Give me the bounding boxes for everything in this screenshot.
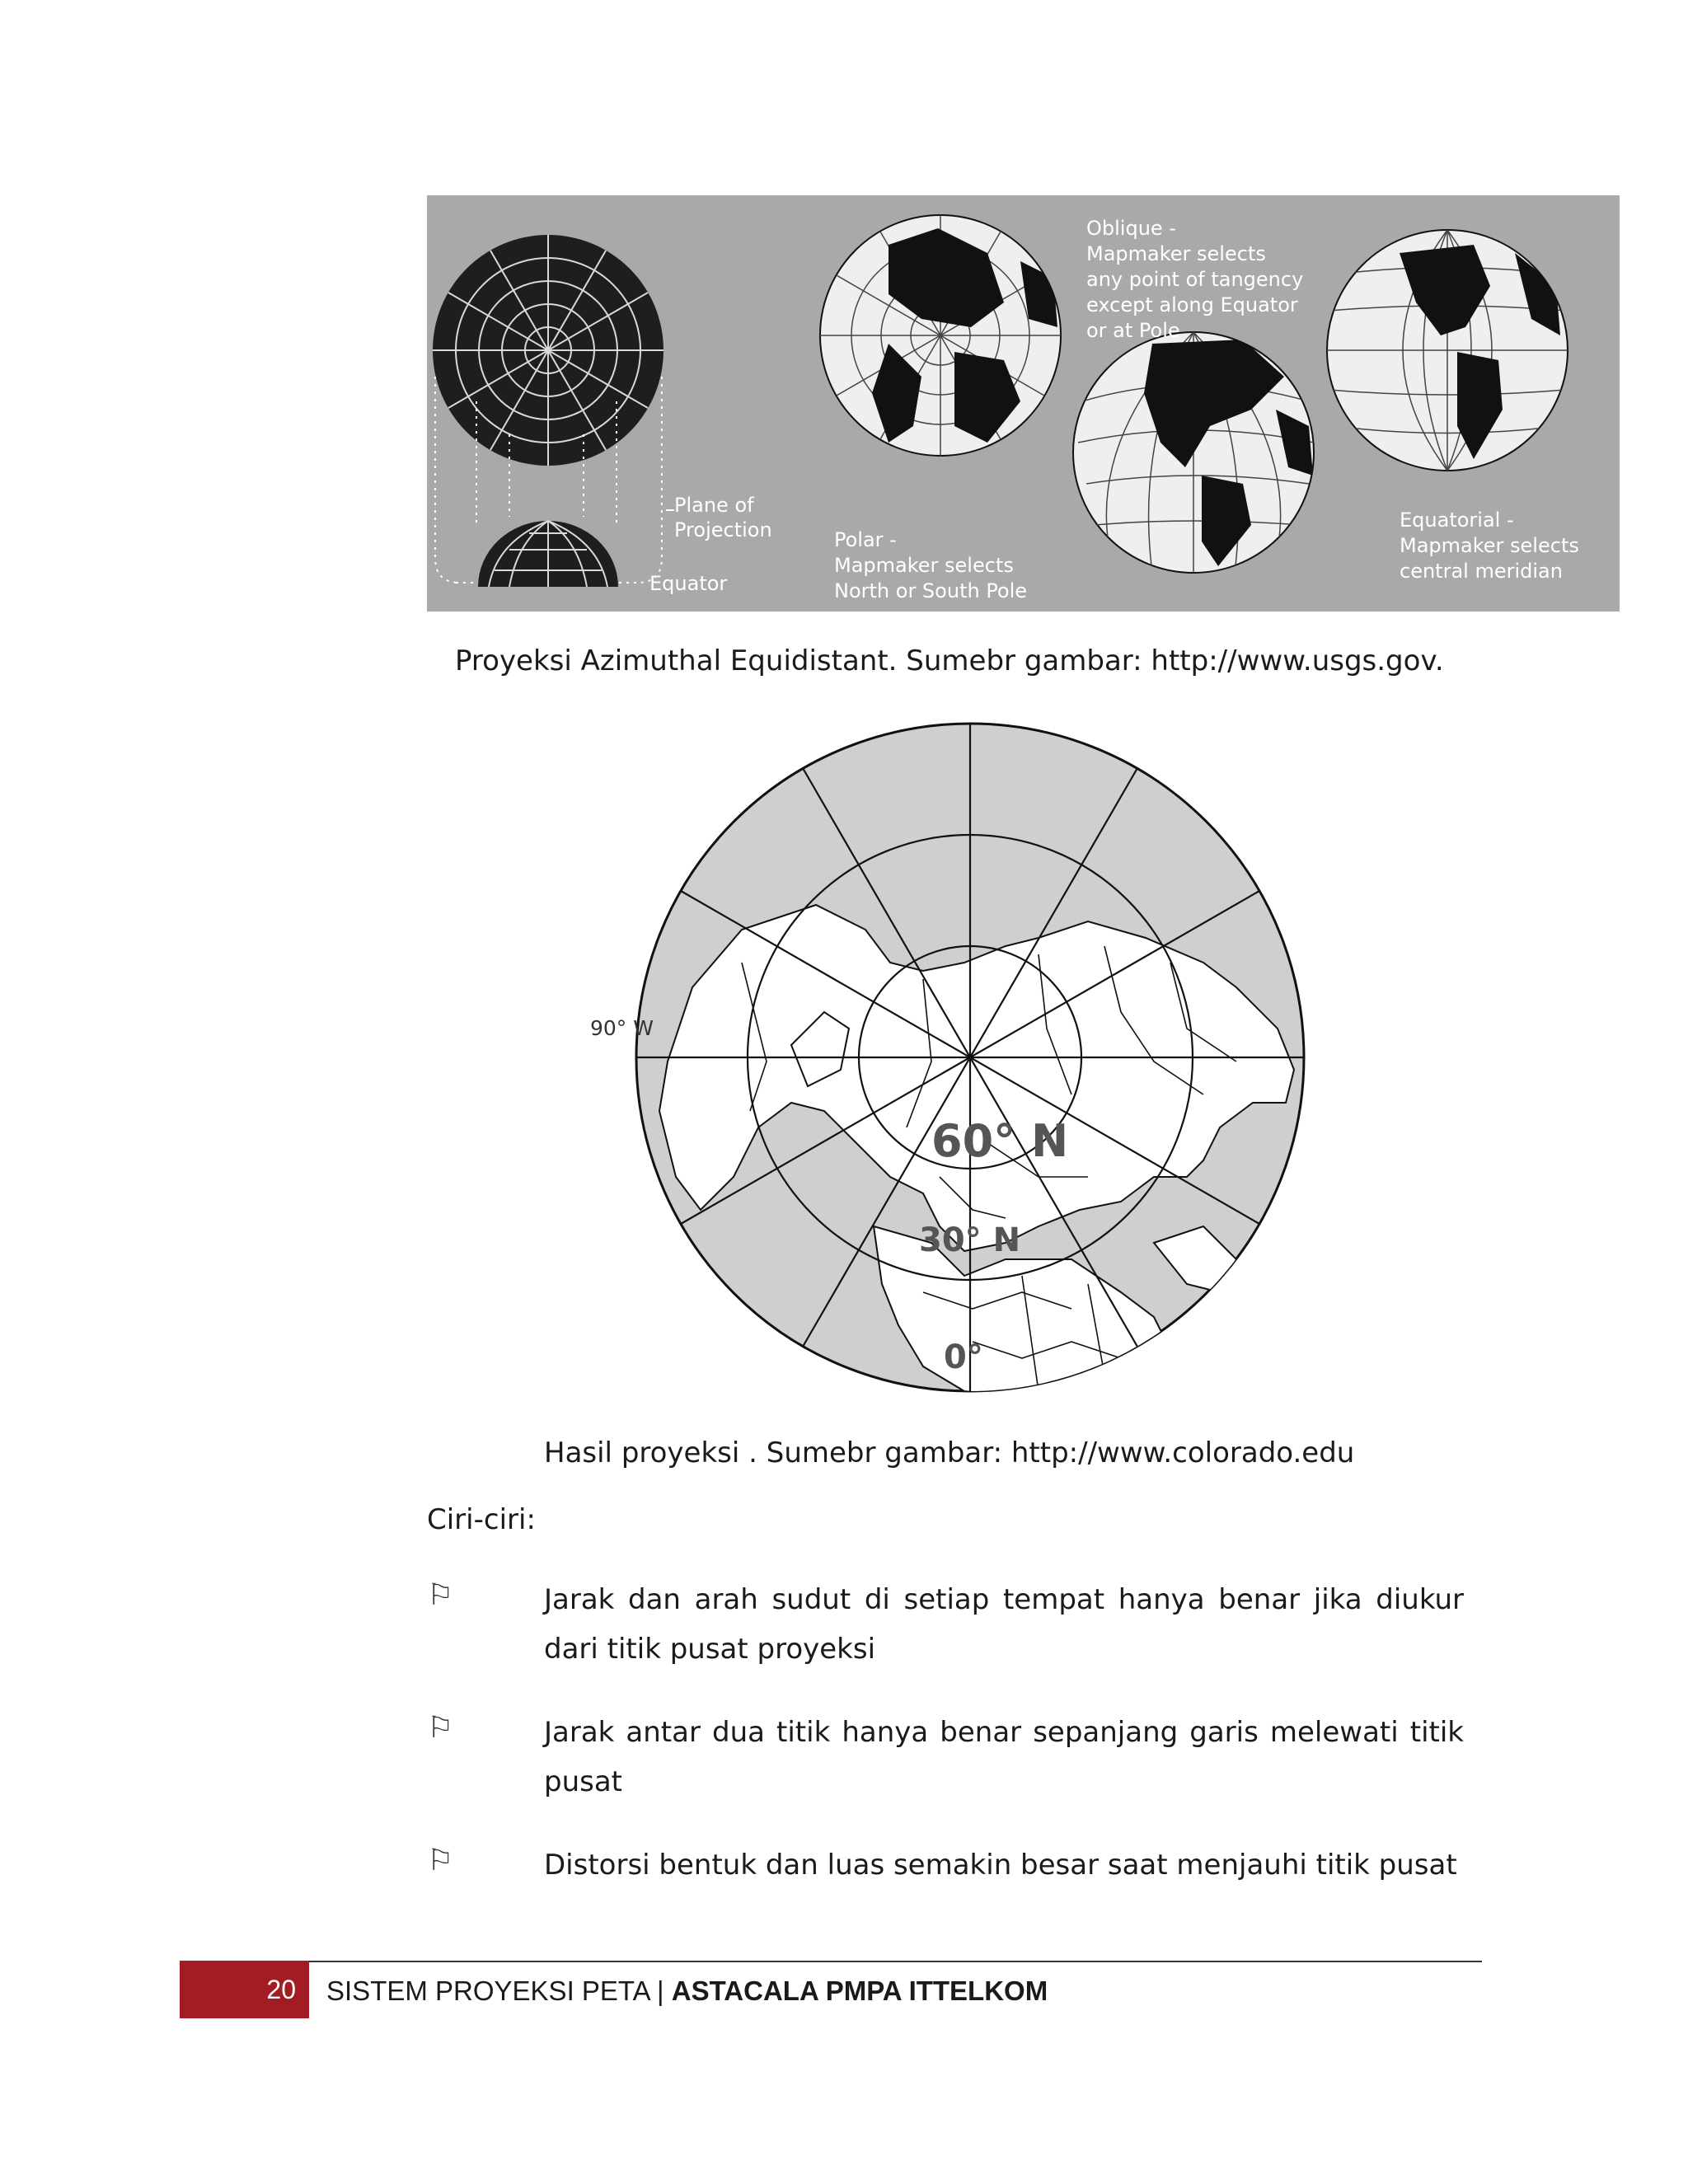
figure-azimuthal-types xyxy=(427,195,1620,612)
label-30n: 30° N xyxy=(919,1221,1021,1259)
azimuthal-types-illustration xyxy=(427,195,1620,612)
footer-title xyxy=(326,1961,1048,2018)
label-0: 0° xyxy=(944,1338,983,1376)
oblique-globe xyxy=(1073,332,1314,573)
label-60n: 60° N xyxy=(931,1115,1069,1167)
bullet-item-2: Jarak antar dua titik hanya benar sepanjang garis melewati titik pusat xyxy=(544,1716,1464,1798)
label-oblique-3: any point of tangency xyxy=(1086,268,1304,291)
label-polar-3: North or South Pole xyxy=(834,579,1028,602)
footer-title-bold: ASTACALA PMPA ITTELKOM xyxy=(671,1975,1048,2006)
label-oblique-2: Mapmaker selects xyxy=(1086,242,1266,265)
label-equator: Equator xyxy=(649,572,728,595)
figure2-caption: Hasil proyeksi . Sumebr gambar: http://www.colorado.edu xyxy=(544,1436,1355,1469)
section-heading: Ciri-ciri: xyxy=(427,1503,536,1536)
label-polar-2: Mapmaker selects xyxy=(834,554,1014,577)
north-polar-projection-map xyxy=(577,715,1319,1404)
label-equatorial-3: central meridian xyxy=(1400,560,1563,583)
flag-icon: ⚐ xyxy=(427,1844,454,1877)
flag-icon: ⚐ xyxy=(427,1711,454,1745)
label-oblique-1: Oblique - xyxy=(1086,217,1176,240)
equatorial-globe xyxy=(1327,230,1568,480)
bullet-item-1: Jarak dan arah sudut di setiap tempat hanya benar jika diukur dari titik pusat proyeksi xyxy=(544,1583,1464,1666)
label-plane-of-projection-1: Plane of xyxy=(674,494,754,517)
label-oblique-5: or at Pole xyxy=(1086,319,1180,342)
label-90w: 90° W xyxy=(590,1016,654,1040)
polar-diagram-globe xyxy=(433,235,674,587)
footer-title-regular: SISTEM PROYEKSI PETA | xyxy=(326,1975,672,2006)
label-polar-1: Polar - xyxy=(834,528,897,551)
figure-north-polar-projection xyxy=(577,715,1319,1404)
label-plane-of-projection-2: Projection xyxy=(674,518,772,541)
label-oblique-4: except along Equator xyxy=(1086,293,1298,316)
label-equatorial-1: Equatorial - xyxy=(1400,509,1514,532)
figure1-caption: Proyeksi Azimuthal Equidistant. Sumebr gambar: http://www.usgs.gov. xyxy=(455,644,1444,677)
label-equatorial-2: Mapmaker selects xyxy=(1400,534,1579,557)
page-number: 20 xyxy=(266,1975,296,2004)
flag-icon: ⚐ xyxy=(427,1578,454,1612)
bullet-item-3: Distorsi bentuk dan luas semakin besar saat menjauhi titik pusat xyxy=(544,1849,1457,1882)
polar-globe xyxy=(820,215,1061,456)
